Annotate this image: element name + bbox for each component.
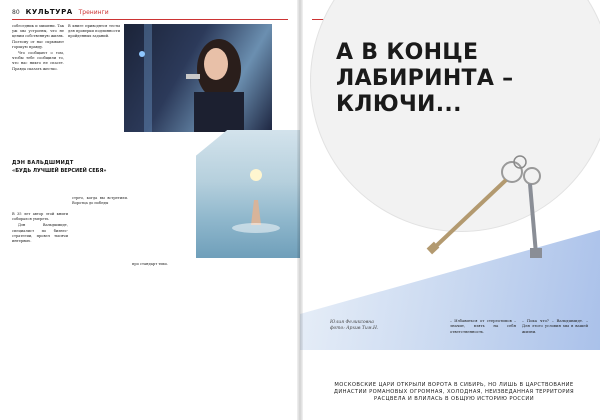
concert-photo: [124, 24, 272, 132]
left-page-number: 80: [12, 8, 20, 16]
lede-text: МОСКОВСКИЕ ЦАРИ ОТКРЫЛИ ВОРОТА В СИБИРЬ, НО ЛИШЬ В ЦАРСТВОВАНИЕ ДИНАСТИИ РОМАНОВЫХ ОГРОМНАЯ, ХОЛОДНАЯ, НЕИЗВЕДАННАЯ ТЕРРИТОРИЯ РАСЦВЕЛА И ВЛИЛАСЬ В ОБЩУЮ ИСТОРИЮ РОССИИ: [333, 382, 575, 402]
rubric-label: КУЛЬТУРА: [25, 8, 73, 16]
left-running-head: [12, 6, 109, 18]
caption-photo-credit: фото: Архив Тим.Н.: [330, 326, 379, 331]
headline-line: ЛАБИРИНТА –: [336, 66, 514, 91]
paragraph: В 35 лет автор этой книги собирался умереть.: [12, 212, 68, 222]
paragraph: Дэн Вальдшмидт, специалист по бизнес-стратегии, провел тысячи интервью.: [12, 223, 68, 244]
text-column-1-bottom: [12, 212, 68, 416]
text-column-3-bottom: [132, 262, 190, 416]
page-gutter: [297, 0, 303, 420]
right-page: [300, 0, 600, 420]
paragraph: стреч, когда вы встретили. Воротца до победы: [72, 196, 128, 206]
caption-author: Юлия Феликсовна: [330, 320, 374, 325]
text-column-2-top: [68, 24, 120, 152]
rubric-subtitle: Тренинги: [78, 8, 109, 16]
paragraph: В книге приводятся тесты для проверки подлинности пройденных заданий.: [68, 24, 120, 39]
paragraph: собеседник и мишени. Так уж мы устроены, что не ценим собственную жизнь. Поэтому от нас скрывают горькую правду.: [12, 24, 64, 49]
section-title: «БУДЬ ЛУЧШЕЙ ВЕРСИЕЙ СЕБЯ»: [12, 168, 107, 174]
hand-in-water-icon: [196, 130, 300, 258]
section-heading: [12, 160, 117, 174]
text-column-1-top: [12, 24, 64, 152]
paragraph: Что сообщают о том, чтобы тебе сообщили то, что нас никто не спасет. Правда сказать жестко.: [12, 51, 64, 71]
headline-line: А В КОНЦЕ: [336, 40, 479, 65]
text-column-2-bottom: [72, 196, 128, 416]
right-text-column-1: [450, 318, 516, 374]
keys-image: [420, 150, 560, 270]
paragraph: про стандарт тихо.: [132, 262, 169, 266]
vintage-keys-icon: [420, 150, 560, 270]
headline-line: КЛЮЧИ...: [336, 92, 462, 117]
photo-caption: [330, 320, 378, 332]
singer-on-stage-icon: [124, 24, 272, 132]
header-rule: [12, 19, 288, 20]
paragraph: – Избавиться от стереотипов – значит, взять на себя ответственность.: [450, 318, 516, 334]
paragraph: – Пока что? – Вальдшмидт. – Для этого условия мы в вашей жизни.: [522, 318, 588, 334]
water-photo: [196, 130, 300, 258]
section-kicker: ДЭН ВАЛЬДШМИДТ: [12, 160, 74, 166]
right-text-column-2: [522, 318, 588, 374]
article-headline: [336, 40, 556, 118]
